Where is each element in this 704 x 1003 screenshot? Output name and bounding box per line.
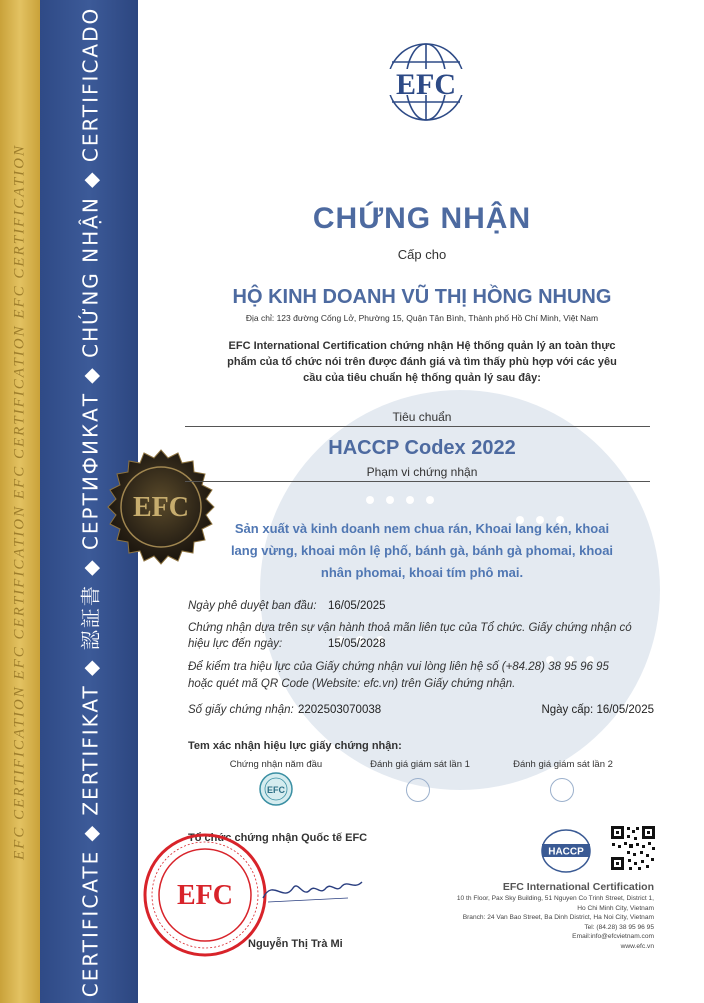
intro-statement: EFC International Certification chứng nhận Hệ thống quản lý an toàn thực phẩm của tổ chức nói trên được đánh giá và tìm thấy phù hợp với các yêu cầu của tiêu chuẩn hệ thống quản lý sau đây:	[227, 340, 617, 384]
issue-date-group	[541, 704, 654, 716]
gold-seal-text: EFC	[133, 492, 189, 523]
initial-approval-label: Ngày phê duyệt ban đầu:	[188, 600, 317, 612]
stamps-title: Tem xác nhận hiệu lực giấy chứng nhận:	[188, 740, 402, 752]
signature-icon	[258, 868, 368, 908]
issuer-website: www.efc.vn	[620, 942, 654, 950]
issuer-address-line1: 10 th Floor, Pax Sky Building, 51 Nguyen Co Trinh Street, District 1,	[456, 895, 654, 902]
issue-date: 16/05/2025	[596, 704, 654, 716]
scope-label: Phạm vi chứng nhận	[366, 465, 478, 479]
stamp-slot-audit2-label: Đánh giá giám sát lần 2	[513, 759, 613, 770]
stamp-slot-year1-label: Chứng nhận năm đầu	[229, 759, 323, 770]
efc-validation-badge-icon	[259, 772, 293, 806]
gold-strip-text: EFC CERTIFICATION EFC CERTIFICATION EFC CERTIFICATION EFC CERTIFICATION	[11, 143, 28, 860]
certificate-number: 2202503070038	[298, 704, 382, 716]
blue-strip-text: CERTIFICATE ◆ ZERTIFIKAT ◆ 認証書 ◆ СЕРТИФИКАТ ◆ CHỨNG NHẬN ◆ CERTIFICADO	[78, 6, 103, 997]
efc-badge-text: EFC	[267, 785, 285, 795]
company-name: HỘ KINH DOANH VŨ THỊ HỒNG NHUNG	[232, 286, 612, 308]
qr-code-icon	[610, 825, 656, 871]
certificate-body	[140, 0, 704, 1003]
issued-to-label: Cấp cho	[397, 247, 447, 262]
issuer-contact-block	[457, 880, 654, 952]
validity-text-line1: Chứng nhận dựa trên sự vận hành thoả mãn liên tục của Tổ chức. Giấy chứng nhận có	[188, 622, 632, 634]
verify-text-line1: Để kiểm tra hiệu lực của Giấy chứng nhận vui lòng liên hệ số (+84.28) 38 95 96 95	[188, 661, 609, 673]
divider	[185, 481, 650, 482]
verify-text-line2: hoặc quét mã QR Code (Website: efc.vn) trên Giấy chứng nhận.	[188, 678, 516, 690]
divider	[185, 426, 650, 427]
haccp-badge-text: HACCP	[548, 846, 584, 858]
issuer-tel: Tel: (84.28) 38 95 96 95	[584, 923, 654, 931]
scope-text: Sản xuất và kinh doanh nem chua rán, Khoai lang kén, khoai lang vừng, khoai môn lệ phố, bánh gà, bánh gà phomai, khoai nhân phomai, khoai tím phô mai.	[230, 521, 614, 580]
issuer-branch: Branch: 24 Van Bao Street, Ba Dinh District, Ha Noi City, Vietnam	[462, 914, 654, 922]
efc-logo-text: EFC	[396, 68, 456, 101]
stamp-slot-audit1-circle	[406, 778, 430, 802]
stamp-slot-audit2-circle	[550, 778, 574, 802]
issuer-name: EFC International Certification	[502, 881, 654, 893]
certificate-title: CHỨNG NHẬN	[312, 202, 532, 235]
stamp-slot-audit1-label: Đánh giá giám sát lần 1	[370, 759, 470, 770]
efc-logo-icon	[370, 42, 482, 122]
red-seal-text: EFC	[177, 880, 233, 911]
issue-date-label: Ngày cấp:	[541, 704, 594, 716]
valid-until-date: 15/05/2028	[328, 638, 386, 650]
gold-strip	[0, 0, 40, 1003]
issuing-org-label: Tổ chức chứng nhận Quốc tế EFC	[188, 832, 368, 844]
initial-approval-date: 16/05/2025	[328, 600, 386, 612]
company-address: Địa chỉ: 123 đường Cống Lở, Phường 15, Quận Tân Bình, Thành phố Hồ Chí Minh, Việt Nam	[245, 313, 599, 323]
issuer-address-line2: Ho Chi Minh City, Vietnam	[577, 904, 654, 912]
standard-name: HACCP Codex 2022	[328, 437, 516, 459]
standard-label: Tiêu chuẩn	[392, 410, 452, 424]
signatory-name: Nguyễn Thị Trà Mi	[248, 938, 343, 950]
haccp-badge-icon	[540, 828, 592, 874]
issuer-email: Email:info@efcvietnam.com	[572, 933, 654, 941]
certificate-number-label: Số giấy chứng nhận:	[188, 704, 294, 716]
validity-text-line2: hiệu lực đến ngày:	[188, 638, 283, 650]
